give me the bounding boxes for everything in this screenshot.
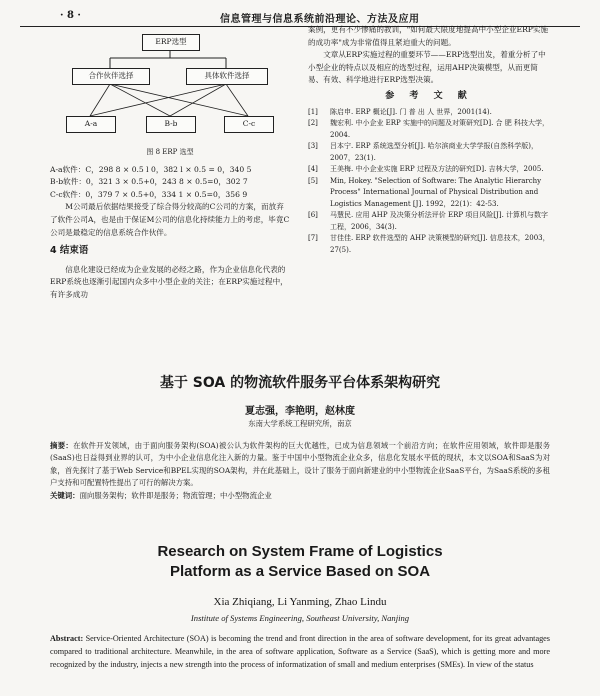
page-number: · 8 · bbox=[60, 10, 81, 21]
node-partner-selection: 合作伙伴选择 bbox=[72, 68, 150, 85]
node-option-c: C-c bbox=[224, 116, 274, 133]
section-heading-conclusion: 4 结束语 bbox=[50, 245, 89, 257]
reference-item: [7] 甘佳佳. ERP 软件选型的 AHP 决策模型的研究[J]. 信息技术，2003，27(5). bbox=[308, 234, 550, 254]
chinese-abstract bbox=[50, 440, 550, 502]
node-software-selection: 具体软件选择 bbox=[186, 68, 268, 85]
node-option-a: A-a bbox=[66, 116, 116, 133]
score-list bbox=[50, 164, 290, 202]
english-article-title bbox=[0, 542, 600, 582]
english-title-line2: Platform as a Service Based on SOA bbox=[169, 563, 431, 580]
english-affiliation: Institute of Systems Engineering, Southeast University, Nanjing bbox=[190, 613, 410, 623]
keywords-label-cn: 关键词： bbox=[50, 490, 80, 500]
conclusion-paragraph: 信息化建设已经成为企业发展的必经之路，作为企业信息化代表的ERP系统也逐渐引起国内众多中小型企业的关注；在ERP实施过程中，有许多成功 bbox=[50, 264, 288, 299]
chinese-authors: 夏志强，李艳明，赵林度 bbox=[245, 406, 355, 417]
left-column bbox=[50, 24, 290, 302]
reference-item: [6] 马慧民. 应用 AHP 及决策分析法评价 ERP 项目风险[J]. 计算机与数字工程，2006，34(3). bbox=[308, 211, 549, 231]
summary-paragraph: 文章从ERP实施过程的重要环节——ERP选型出发，着重分析了中小型企业的特点以及相应的选型过程，运用AHP决策模型，从而更简易、有效、科学地进行ERP选型决策。 bbox=[308, 50, 546, 85]
reference-list bbox=[308, 107, 550, 257]
abstract-text-en: Service-Oriented Architecture (SOA) is becoming the trend and front direction in the area of software development, for its great advantages compared to traditional architecture. Meanwhile, in the area of software application, Software as a Service (SaaS), which is getting more and more recognized by the industry, injects a new strength into the process of informatization of small and medium enterprises (SMEs). In view of the status bbox=[50, 634, 550, 669]
score-b: B-b软件：0，321 3 × 0.5+0，243 8 × 0.5=0，302 7 bbox=[50, 177, 248, 187]
english-title-line1: Research on System Frame of Logistics bbox=[157, 543, 443, 560]
reference-item: [5] Min, Hokey. "Selection of Software: The Analytic Hierarchy Process" International Journal of Physical Distribution and Logistics Management [J]. 1992，22(1)：42-53. bbox=[308, 176, 542, 208]
continued-paragraph: 案例，更有不少惨痛的教训，"如何最大限度地提高中小型企业ERP实施的成功率"成为非常值得且紧迫重大的问题。 bbox=[308, 25, 549, 47]
chinese-article-title: 基于 SOA 的物流软件服务平台体系架构研究 bbox=[159, 375, 441, 391]
keywords-text-cn: 面向服务架构；软件即是服务；物流管理；中小型物流企业 bbox=[79, 490, 272, 500]
abstract-text-cn: 在软件开发领域，由于面向服务架构(SOA)被公认为软件架构的巨大优越性，已成为信息领域一个前沿方向；在软件应用领域，软件即是服务(SaaS)也日益得到业界的认可，为中小企业信息化注入新的力量。鉴于中国中小型物流企业众多，信息化发展水平低的现状，本文以SOA和SaaS为对象，首先探讨了基于Web Service和BPEL实现的SOA架构，并在此基础上，设计了服务于面向新建业的中小型物流企业SaaS平台，为SaaS系统的多租户支持和可配置特性提出了可行的解决方案。 bbox=[50, 441, 550, 488]
node-erp-selection: ERP选型 bbox=[142, 34, 200, 51]
reference-item: [4] 王美梅. 中小企业实施 ERP 过程及方法的研究[D]. 吉林大学，2005. bbox=[308, 165, 544, 174]
erp-selection-diagram bbox=[50, 24, 290, 144]
decision-paragraph: M公司最后依据结果接受了综合得分较高的C公司的方案，而放弃了软件公司A，也是由于保证M公司的信息化持续能力上的考虑，毕竟C公司是最稳定的信息系统合作伙伴。 bbox=[50, 202, 290, 237]
running-header bbox=[20, 6, 580, 24]
figure-caption: 图 8 ERP 选型 bbox=[146, 148, 194, 156]
right-column bbox=[308, 24, 550, 256]
english-authors: Xia Zhiqiang, Li Yanming, Zhao Lindu bbox=[213, 596, 387, 608]
abstract-label-cn: 摘要： bbox=[50, 441, 74, 450]
journal-title: 信息管理与信息系统前沿理论、方法及应用 bbox=[220, 14, 420, 25]
chinese-affiliation: 东南大学系统工程研究所，南京 bbox=[248, 419, 352, 428]
abstract-label-en: Abstract: bbox=[50, 634, 84, 643]
score-a: A-a软件：C，298 8 × 0.5 l 0，382 l × 0.5 = 0，340 5 bbox=[50, 164, 252, 174]
score-c: C-c软件：0，379 7 × 0.5+0，334 1 × 0.5=0，356 9 bbox=[50, 189, 248, 199]
reference-item: [3] 吕本宁. ERP 系统选型分析[J]. 哈尔滨商业大学学报(自然科学版)，2007，23(1). bbox=[308, 142, 538, 162]
english-abstract bbox=[50, 632, 550, 671]
node-option-b: B-b bbox=[146, 116, 196, 133]
reference-item: [1] 陈启申. ERP 概论[J]. 门 普 出 人 世界，2001(14). bbox=[308, 107, 492, 116]
reference-item: [2] 魏宏利. 中小企业 ERP 实施中的问题及对策研究[D]. 合 肥 科技大学，2004. bbox=[308, 119, 549, 139]
references-heading: 参 考 文 献 bbox=[385, 90, 473, 101]
